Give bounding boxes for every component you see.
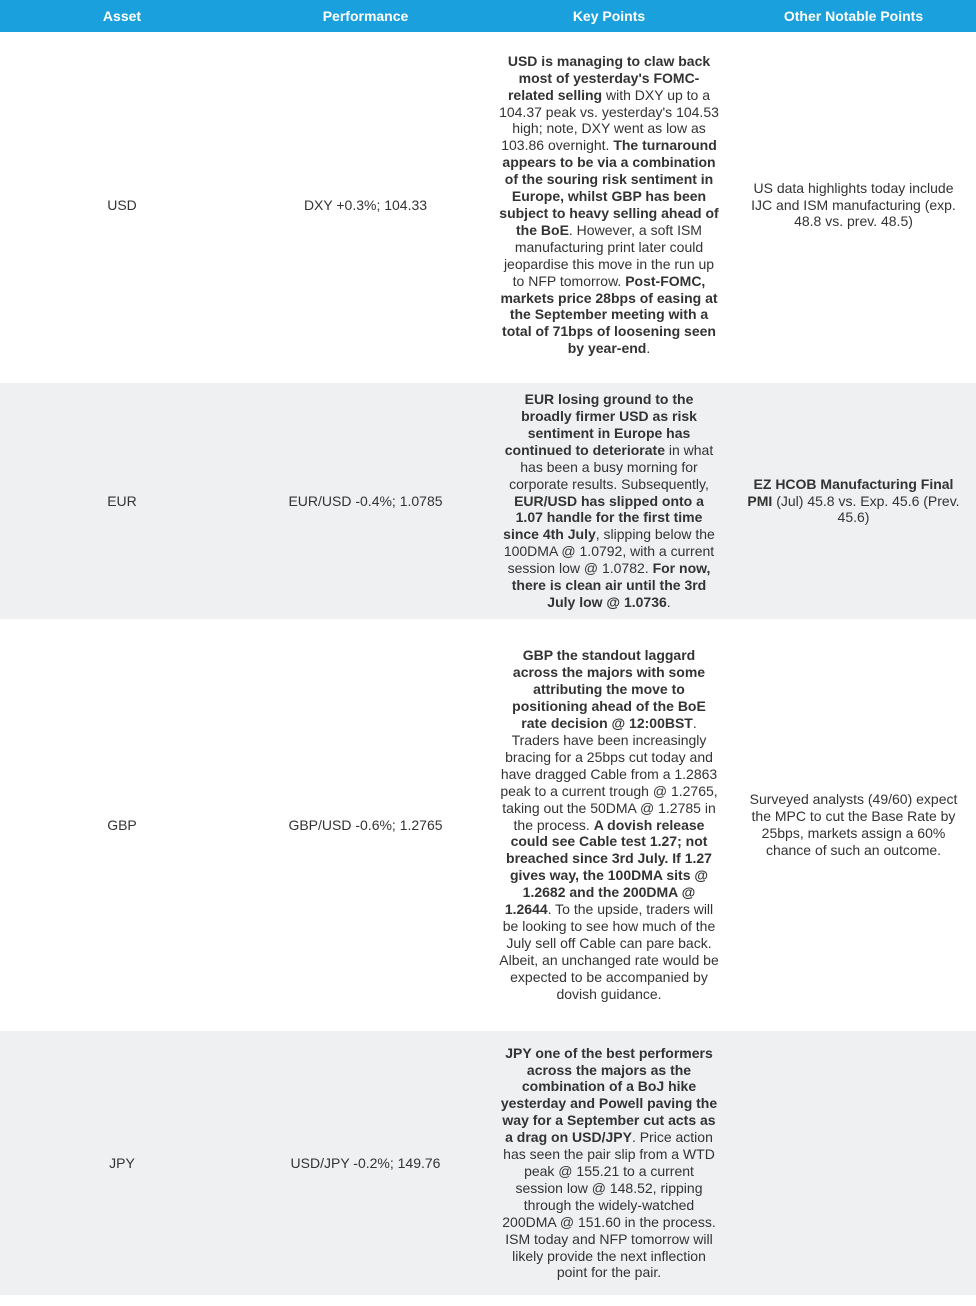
text-run: . Traders have been increasingly bracing for a 25bps cut today and have dragged Cable from a 1.2863 peak to a current trough @ 1.2765, taking out the 50DMA @ 1.2785 in the process.	[500, 715, 718, 833]
header-key-points: Key Points	[487, 0, 731, 32]
performance-cell: USD/JPY -0.2%; 149.76	[244, 1031, 487, 1295]
text-run: EUR losing ground to the broadly firmer USD as risk sentiment in Europe has continued to deteriorate	[504, 391, 697, 458]
performance-cell: EUR/USD -0.4%; 1.0785	[244, 383, 487, 619]
performance-cell: GBP/USD -0.6%; 1.2765	[288, 816, 443, 833]
key-points-cell	[487, 32, 731, 378]
text-run: EZ HCOB Manufacturing Final PMI	[747, 475, 954, 509]
key-points-cell	[487, 624, 731, 1026]
text-run: USD is managing to claw back most of yesterday's FOMC-related selling	[507, 52, 711, 103]
text-run: US data highlights today include IJC and ISM manufacturing (exp. 48.8 vs. prev. 48.5)	[751, 179, 956, 230]
other-notable-points-cell	[731, 1031, 976, 1295]
text-run: The turnaround appears to be via a combination of the souring risk sentiment in Europe, whilst GBP has been subject to heavy selling ahead of the BoE	[499, 137, 719, 238]
performance-cell: DXY +0.3%; 104.33	[303, 196, 428, 213]
asset-cell: GBP	[107, 816, 137, 833]
text-run: For now, there is clean air until the 3rd July low @ 1.0736	[511, 560, 711, 610]
table-row-eur	[0, 383, 976, 619]
text-run: JPY one of the best performers across the majors as the combination of a BoJ hike yesterday and Powell paving the way for a September cut acts as a drag on USD/JPY	[500, 1044, 718, 1146]
text-run: . To the upside, traders will be looking to see how much of the July sell off Cable can pare back. Albeit, an unchanged rate would be expected to be accompanied by dovish guidance.	[499, 901, 719, 1002]
text-run: (Jul) 45.8 vs. Exp. 45.6 (Prev. 45.6)	[772, 492, 960, 526]
text-run: Post-FOMC, markets price 28bps of easing at the September meeting with a total of 71bps of loosening seen by year-end	[500, 272, 718, 357]
text-run: in what has been a busy morning for corporate results. Subsequently,	[509, 441, 714, 492]
other-notable-points-cell	[731, 383, 976, 619]
header-other-notable-points: Other Notable Points	[731, 0, 976, 32]
text-run: . Price action has seen the pair slip from a WTD peak @ 155.21 to a current session low @ 148.52, ripping through the widely-watched 200DMA @ 151.60 in the process. ISM today and NFP tomorrow will likely provide the next inflection point for the pair.	[502, 1129, 716, 1281]
text-run: with DXY up to a 104.37 peak vs. yesterday's 104.53 high; note, DXY went as low as 103.86 overnight.	[499, 86, 719, 154]
other-notable-points-cell	[731, 32, 976, 378]
header-performance: Performance	[244, 0, 487, 32]
header-asset: Asset	[0, 0, 244, 32]
table-row-usd	[0, 32, 976, 378]
asset-cell: EUR	[0, 383, 244, 619]
text-run: Surveyed analysts (49/60) expect the MPC to cut the Base Rate by 25bps, markets assign a 60% chance of such an outcome.	[749, 791, 958, 858]
asset-cell: JPY	[0, 1031, 244, 1295]
text-run: GBP the standout laggard across the majors with some attributing the move to positioning ahead of the BoE rate decision @ 12:00BST	[512, 647, 706, 732]
header-row	[0, 0, 976, 32]
text-run: . However, a soft ISM manufacturing print later could jeopardise this move in the run up to NFP tomorrow.	[503, 221, 715, 289]
key-points-cell	[487, 1031, 731, 1295]
text-run: A dovish release could see Cable test 1.27; not breached since 3rd July. If 1.27 gives way, the 100DMA sits @ 1.2682 and the 200DMA @ 1.2644	[504, 816, 712, 918]
table-row-jpy	[0, 1031, 976, 1295]
text-run: .	[646, 340, 651, 357]
other-notable-points-cell	[731, 624, 976, 1026]
text-run: EUR/USD has slipped onto a 1.07 handle for the first time since 4th July	[503, 492, 704, 543]
text-run: .	[666, 593, 671, 610]
asset-cell: USD	[107, 196, 137, 213]
table-row-gbp	[0, 624, 976, 1026]
key-points-cell	[487, 383, 731, 619]
text-run: , slipping below the 100DMA @ 1.0792, with a current session low @ 1.0782.	[503, 526, 715, 577]
